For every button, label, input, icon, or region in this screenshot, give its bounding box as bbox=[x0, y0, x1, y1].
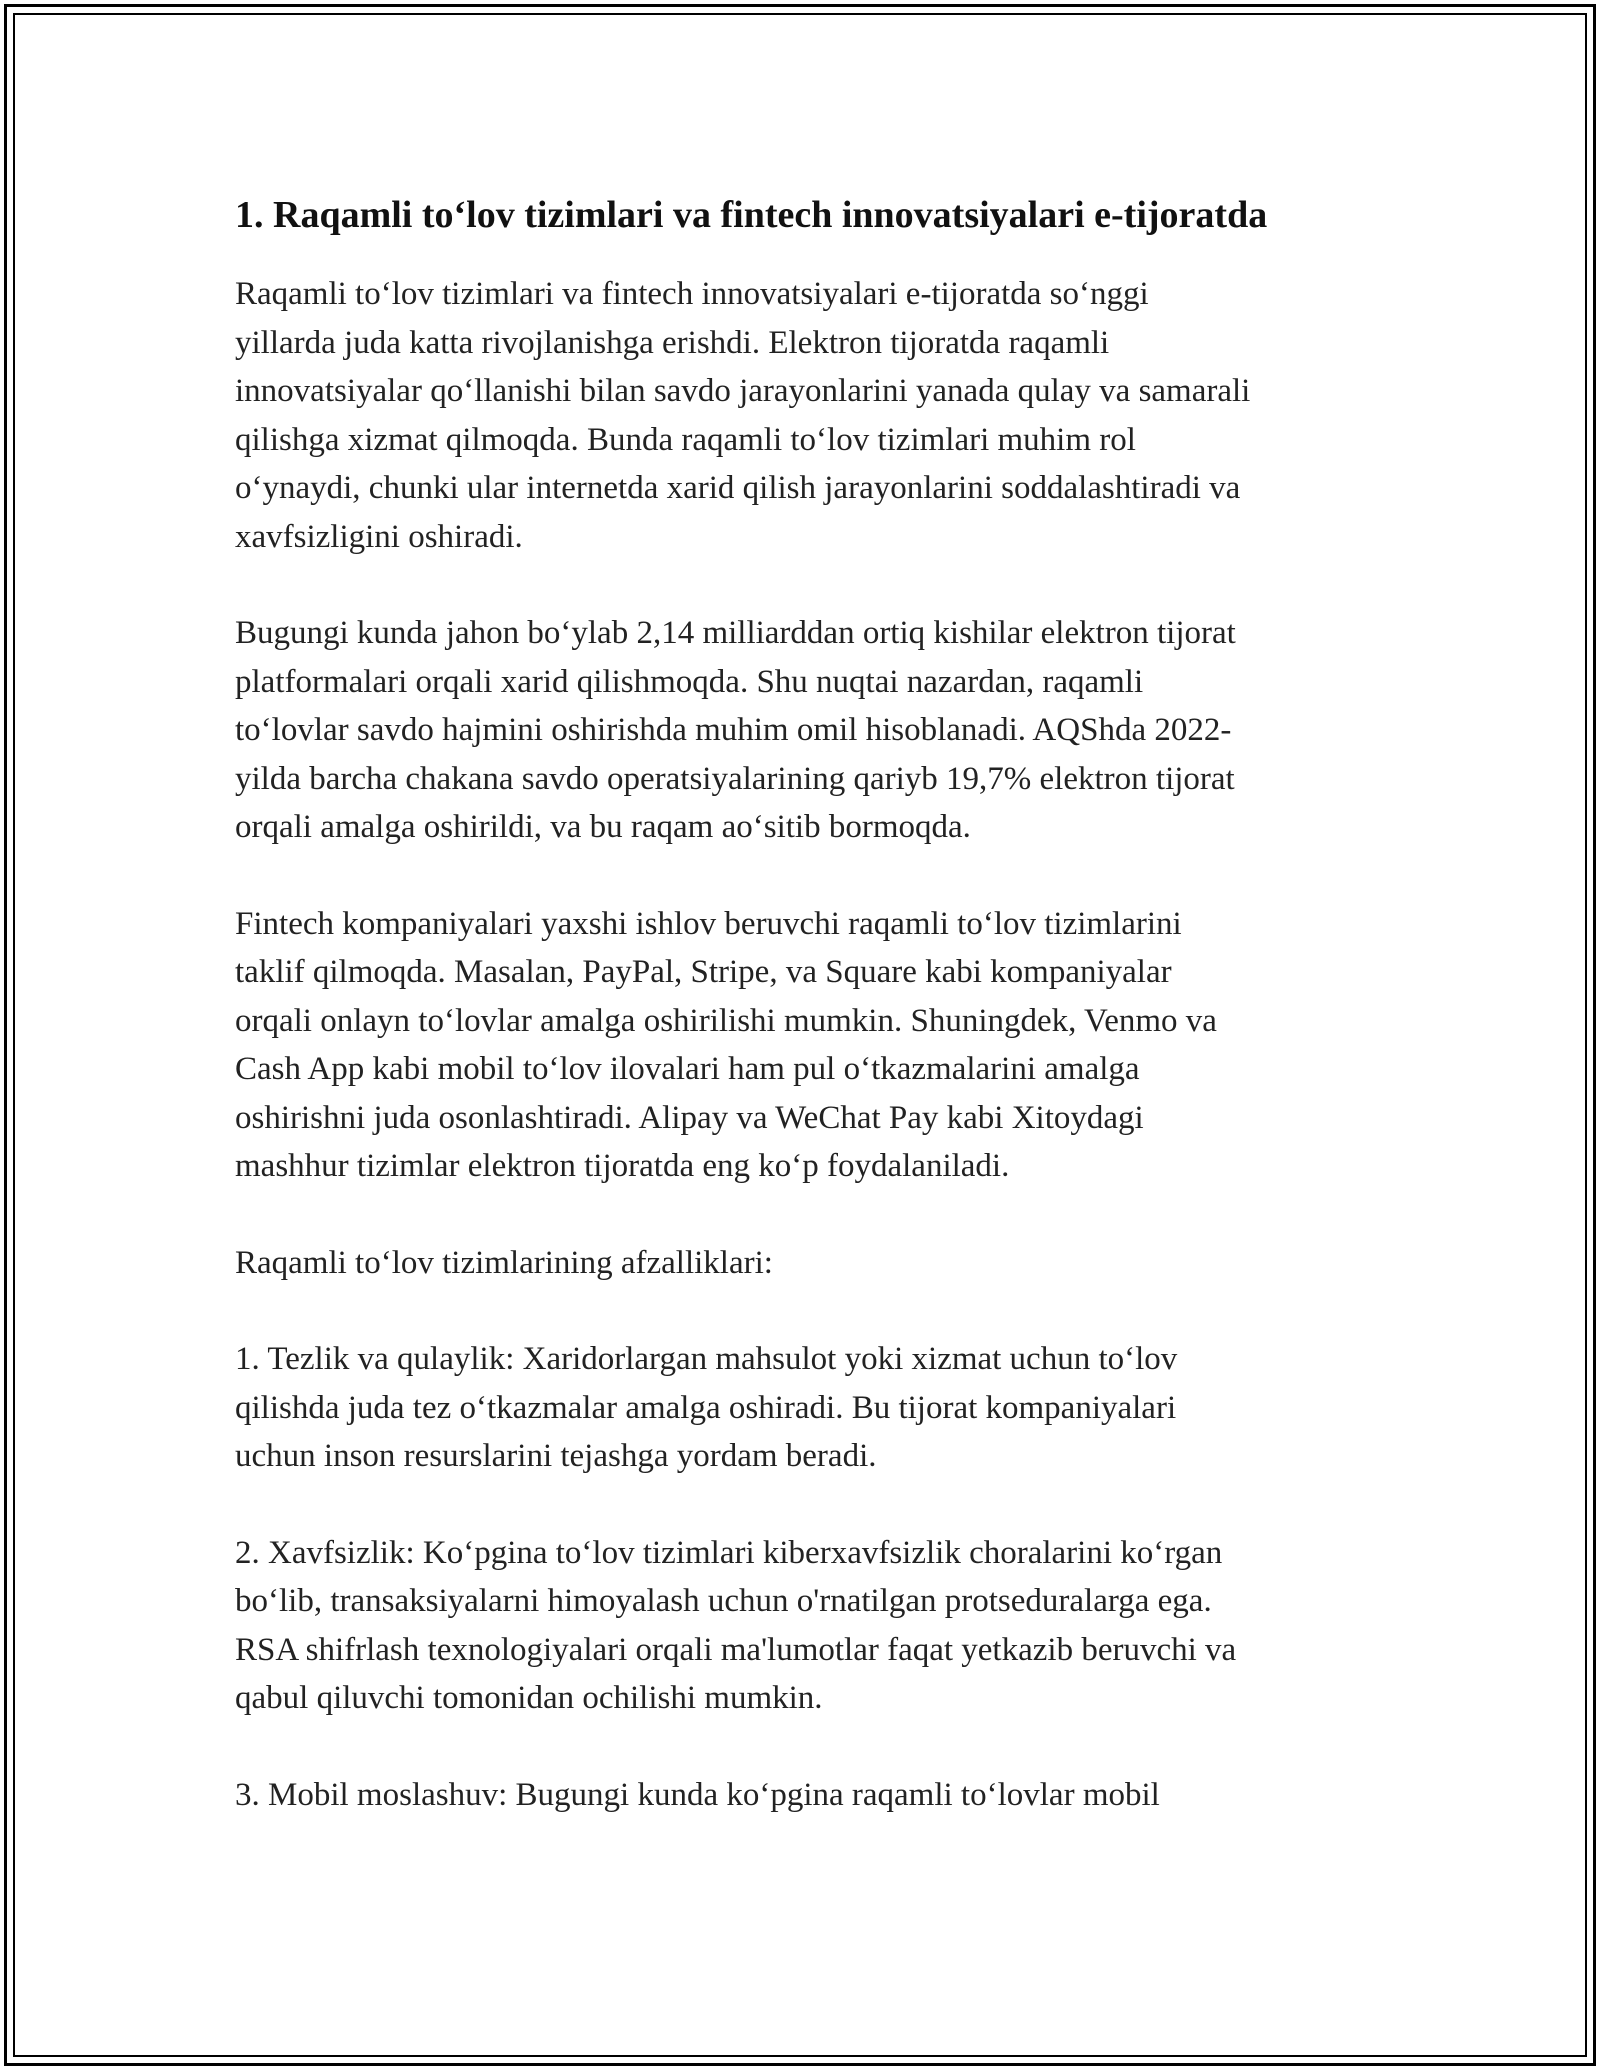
list-item-security: 2. Xavfsizlik: Ko‘pgina to‘lov tizimlari kiberxavfsizlik choralarini ko‘rgan bo‘lib, transaksiyalarni himoyalash uchun o'rnatilgan protseduralarga ega. RSA shifrlash texnologiyalari orqali ma'lumotlar faqat yetkazib beruvchi va qabul qiluvchi tomonidan ochilishi mumkin. bbox=[235, 1534, 1237, 1716]
document-body bbox=[235, 186, 1395, 1867]
section-heading: 1. Raqamli to‘lov tizimlari va fintech innovatsiyalari e-tijoratda bbox=[235, 194, 1268, 236]
paragraph-advantages-heading: Raqamli to‘lov tizimlarining afzalliklari: bbox=[235, 1244, 773, 1281]
list-item-mobile: 3. Mobil moslashuv: Bugungi kunda ko‘pgina raqamli to‘lovlar mobil bbox=[235, 1776, 1160, 1813]
paragraph-fintech-companies: Fintech kompaniyalari yaxshi ishlov beruvchi raqamli to‘lov tizimlarini taklif qilmoqda. Masalan, PayPal, Stripe, va Square kabi kompaniyalar orqali onlayn to‘lovlar amalga oshirilishi mumkin. Shuningdek, Venmo va Cash App kabi mobil to‘lov ilovalari ham pul o‘tkazmalarini amalga oshirishni juda osonlashtiradi. Alipay va WeChat Pay kabi Xitoydagi mashhur tizimlar elektron tijoratda eng ko‘p foydalaniladi. bbox=[235, 905, 1217, 1184]
paragraph-intro: Raqamli to‘lov tizimlari va fintech innovatsiyalari e-tijoratda so‘nggi yillarda juda katta rivojlanishga erishdi. Elektron tijoratda raqamli innovatsiyalar qo‘llanishi bilan savdo jarayonlarini yanada qulay va samarali qilishga xizmat qilmoqda. Bunda raqamli to‘lov tizimlari muhim rol o‘ynaydi, chunki ular internetda xarid qilish jarayonlarini soddalashtiradi va xavfsizligini oshiradi. bbox=[235, 276, 1251, 555]
list-item-speed: 1. Tezlik va qulaylik: Xaridorlargan mahsulot yoki xizmat uchun to‘lov qilishda juda tez o‘tkazmalar amalga oshiradi. Bu tijorat kompaniyalari uchun inson resurslarini tejashga yordam beradi. bbox=[235, 1341, 1178, 1474]
paragraph-statistics: Bugungi kunda jahon bo‘ylab 2,14 milliarddan ortiq kishilar elektron tijorat platformalari orqali xarid qilishmoqda. Shu nuqtai nazardan, raqamli to‘lovlar savdo hajmini oshirishda muhim omil hisoblanadi. AQShda 2022- yilda barcha chakana savdo operatsiyalarining qariyb 19,7% elektron tijorat orqali amalga oshirildi, va bu raqam ao‘sitib bormoqda. bbox=[235, 615, 1236, 845]
